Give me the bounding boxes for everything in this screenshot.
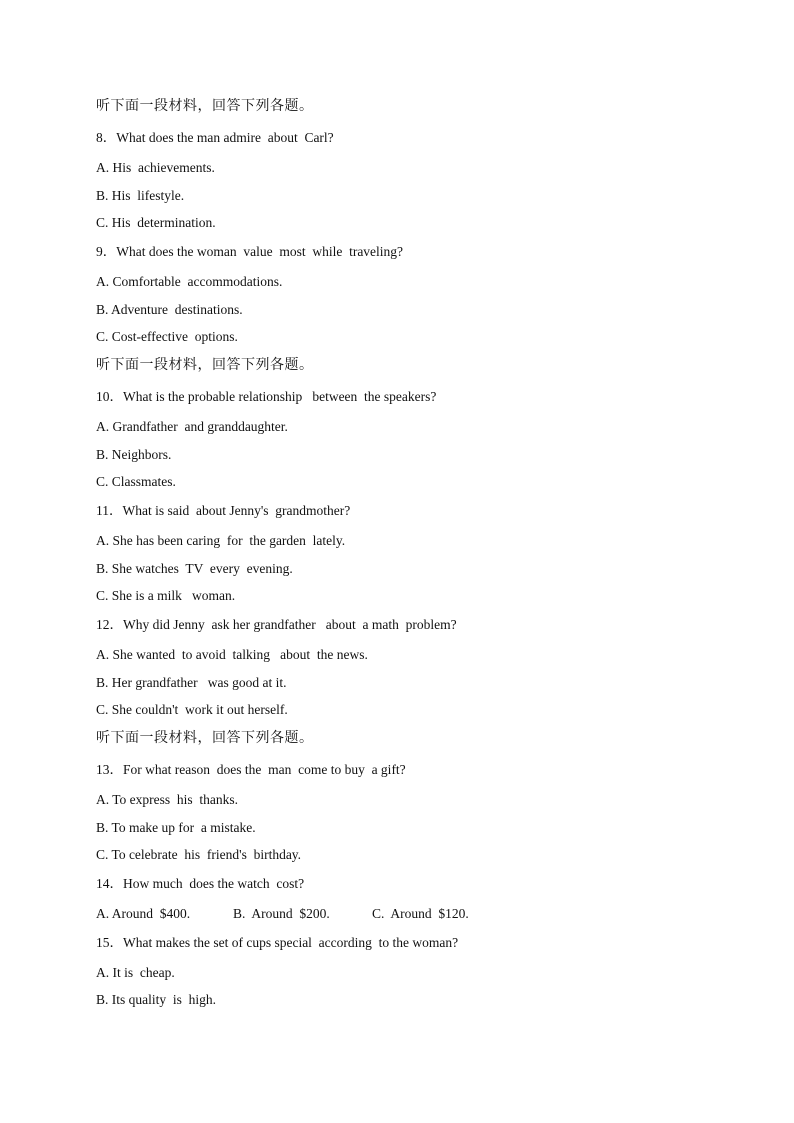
section-heading: 听下面一段材料，回答下列各题。 [96, 98, 314, 114]
section-heading: 听下面一段材料，回答下列各题。 [96, 730, 314, 746]
question-12: 12．Why did Jenny ask her grandfather about a math problem? [96, 617, 457, 632]
question-13: 13．For what reason does the man come to buy a gift? [96, 762, 406, 777]
option-15a: A. It is cheap. [96, 965, 175, 980]
option-8b: B. His lifestyle. [96, 188, 185, 203]
option-12a: A. She wanted to avoid talking about the news. [96, 647, 368, 662]
option-9c: C. Cost-effective options. [96, 329, 238, 344]
option-13b: B. To make up for a mistake. [96, 820, 256, 835]
question-9: 9．What does the woman value most while traveling? [96, 244, 404, 259]
option-12c: C. She couldn't work it out herself. [96, 702, 288, 717]
option-15b: B. Its quality is high. [96, 992, 217, 1007]
option-12b: B. Her grandfather was good at it. [96, 675, 287, 690]
question-8: 8．What does the man admire about Carl? [96, 130, 334, 145]
option-11a: A. She has been caring for the garden lately. [96, 533, 346, 548]
option-8c: C. His determination. [96, 215, 216, 230]
option-9a: A. Comfortable accommodations. [96, 274, 283, 289]
question-10: 10．What is the probable relationship between the speakers? [96, 389, 437, 404]
option-10c: C. Classmates. [96, 474, 176, 489]
option-11b: B. She watches TV every evening. [96, 561, 293, 576]
option-8a: A. His achievements. [96, 160, 215, 175]
option-14c: C. Around $120. [372, 906, 469, 921]
question-15: 15．What makes the set of cups special according to the woman? [96, 935, 459, 950]
option-13c: C. To celebrate his friend's birthday. [96, 847, 302, 862]
section-heading: 听下面一段材料，回答下列各题。 [96, 357, 314, 373]
options-14-inline [96, 905, 469, 923]
option-14a: A. Around $400. [96, 906, 191, 921]
option-13a: A. To express his thanks. [96, 792, 239, 807]
option-14b: B. Around $200. [233, 906, 330, 921]
question-11: 11．What is said about Jenny's grandmother? [96, 503, 351, 518]
option-9b: B. Adventure destinations. [96, 302, 243, 317]
option-11c: C. She is a milk woman. [96, 588, 236, 603]
option-10b: B. Neighbors. [96, 447, 172, 462]
question-14: 14．How much does the watch cost? [96, 876, 305, 891]
option-10a: A. Grandfather and granddaughter. [96, 419, 288, 434]
